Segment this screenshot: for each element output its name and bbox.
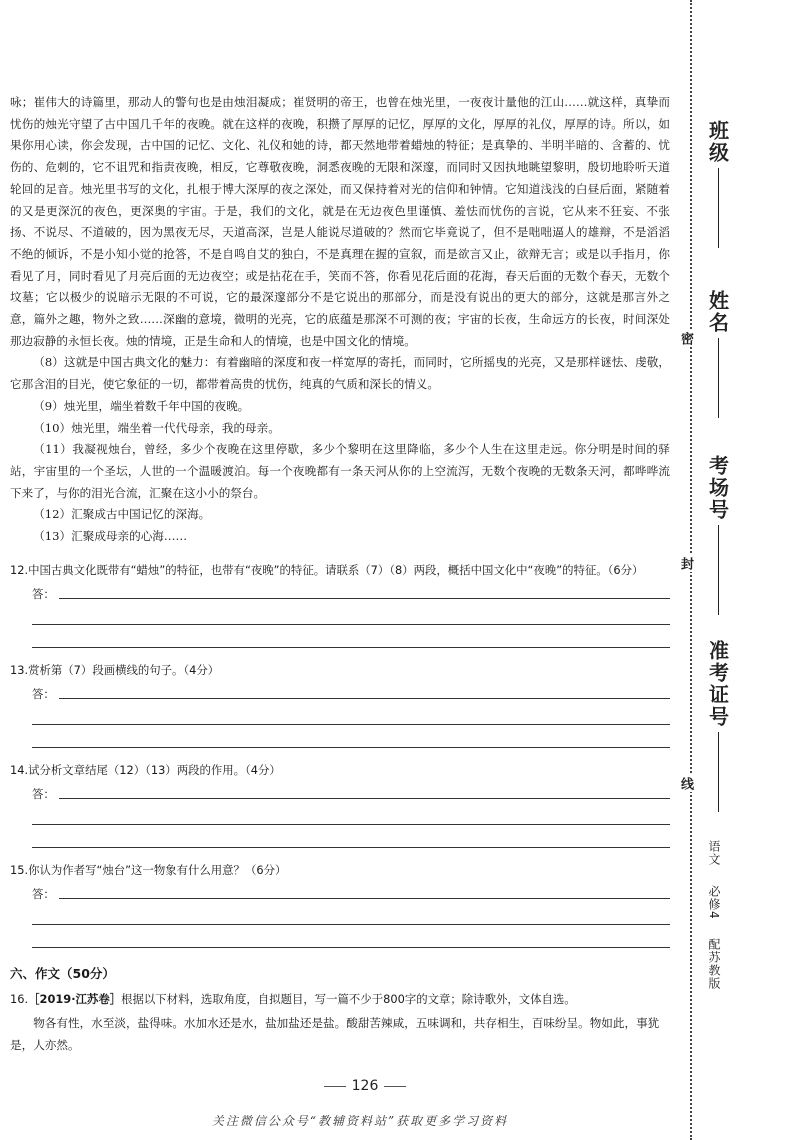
answer-line[interactable] bbox=[32, 802, 670, 825]
answer-area-12[interactable] bbox=[32, 580, 670, 648]
field-name[interactable] bbox=[705, 290, 731, 418]
question-14: 14.试分析文章结尾（12）（13）两段的作用。（4分） bbox=[10, 762, 281, 777]
field-exam-room-line[interactable] bbox=[718, 525, 719, 615]
seal-mark-mi: 密 bbox=[678, 332, 693, 345]
passage-paragraph-8: （8）这就是中国古典文化的魅力：有着幽暗的深度和夜一样宽厚的寄托，而同时，它所摇曳的光亮，又是那样谜怯、虔敬，它那含泪的目光，使它象征的一切，都带着高贵的忧伤，纯真的气质和深长的情义。 bbox=[10, 355, 670, 392]
subject-volume: 必修4 bbox=[707, 884, 721, 920]
composition-material: 物各有性，水至淡，盐得味。水加水还是水，盐加盐还是盐。酸甜苦辣咸，五味调和，共存相生，百味纷呈。物如此，事犹是，人亦然。 bbox=[10, 1015, 660, 1052]
field-class[interactable] bbox=[705, 120, 731, 248]
answer-area-13[interactable] bbox=[32, 680, 670, 748]
page-number-text: 126 bbox=[351, 1078, 379, 1094]
field-name-line[interactable] bbox=[718, 338, 719, 418]
answer-label: 答： bbox=[32, 786, 55, 801]
question-16 bbox=[10, 988, 670, 1010]
answer-line[interactable] bbox=[32, 625, 670, 648]
source-tag: ［2019·江苏卷］ bbox=[28, 991, 122, 1006]
answer-label: 答： bbox=[32, 886, 55, 901]
answer-line[interactable] bbox=[32, 725, 670, 748]
subject-info bbox=[706, 840, 723, 1004]
subject-edition: 配苏教版 bbox=[707, 938, 721, 991]
field-class-line[interactable] bbox=[718, 168, 719, 248]
question-16-prompt: 根据以下材料，选取角度，自拟题目，写一篇不少于800字的文章；除诗歌外，文体自选。 bbox=[121, 991, 576, 1006]
page-number bbox=[290, 1078, 440, 1094]
answer-line[interactable] bbox=[32, 902, 670, 925]
field-exam-room-label: 考场号 bbox=[705, 455, 730, 521]
answer-line[interactable] bbox=[32, 925, 670, 948]
passage-paragraph-10: （10）烛光里，端坐着一代代母亲，我的母亲。 bbox=[33, 420, 280, 435]
section-title-composition: 六、作文（50分） bbox=[10, 965, 115, 981]
answer-label: 答： bbox=[32, 586, 55, 601]
subject-name: 语文 bbox=[707, 840, 721, 866]
answer-area-15[interactable] bbox=[32, 880, 670, 948]
field-class-label: 班级 bbox=[705, 120, 730, 164]
field-admission-number-line[interactable] bbox=[718, 732, 719, 812]
binding-strip bbox=[678, 0, 800, 1140]
field-admission-number-label: 准考证号 bbox=[705, 640, 730, 728]
passage-paragraph-12: （12）汇聚成古中国记忆的深海。 bbox=[33, 507, 211, 522]
answer-line[interactable] bbox=[32, 602, 670, 625]
seal-mark-xian: 线 bbox=[678, 777, 693, 790]
passage-paragraph-11: （11）我凝视烛台，曾经，多少个夜晚在这里停歇，多少个黎明在这里降临，多少个人生在这里走远。你分明是时间的驿站，宇宙里的一个圣坛，人世的一个温暖渡泊。每一个夜晚都有一条天河从你的上空流泻，无数个夜晚的无数条天河，都哗哗流下来了，与你的泪光合流，汇聚在这小小的祭台。 bbox=[10, 442, 670, 500]
passage-paragraph-13: （13）汇聚成母亲的心海…… bbox=[33, 529, 188, 544]
field-exam-room[interactable] bbox=[705, 455, 731, 615]
question-12: 12.中国古典文化既带有“蜡烛”的特征，也带有“夜晚”的特征。请联系（7）（8）两段，概括中国文化中“夜晚”的特征。（6分） bbox=[10, 562, 644, 577]
answer-label: 答： bbox=[32, 686, 55, 701]
answer-area-14[interactable] bbox=[32, 780, 670, 848]
question-15: 15.你认为作者写“烛台”这一物象有什么用意？（6分） bbox=[10, 862, 287, 877]
field-admission-number[interactable] bbox=[705, 640, 731, 812]
passage-paragraph-7: 咏；崔伟大的诗篇里，那动人的警句也是由烛泪凝成；崔贤明的帝王，也曾在烛光里，一夜夜计量他的江山……就这样，真挚而忧伤的烛光守望了古中国几千年的夜晚。就在这样的夜晚，积攒了厚厚的记忆，厚厚的文化，厚厚的礼仪，厚厚的诗。所以，如果你用心读，你会发现，古中国的记忆、文化、礼仪和她的诗，都天然地带着蜡烛的特征；是真挚的、半明半暗的、含蓄的、忧伤的、危刺的，它不诅咒和指责夜晚，相反，它尊敬夜晚，洞悉夜晚的无限和深邃，而同时又因执地眺望黎明，殷切地聆听天道轮回的足音。烛光里书写的文化，扎根于博大深厚的夜之深处，而又保持着对光的信仰和钟情。它知道浅浅的白昼后面，紧随着的又是更深沉的夜色，更深奥的宇宙。于是，我们的文化，就是在无边夜色里谨慎、羞怯而忧伤的言说，它从来不狂妄、不张扬、不说尽、不道破的，因为黑夜无尽，天道高深，岂是人能说尽道破的？然而它毕竟说了，但不是咄咄逼人的雄辩，不是滔滔不绝的倾诉，不是小知小觉的抢答，不是自鸣自艾的独白，不是真理在握的宣叙，而是欲言又止，欲辩无言；或是以手指月，你看见了月，同时看见了月亮后面的无边夜空；或是拈花在手，笑而不答，你看见花后面的花海，春天后面的无数个春天，无数个坟墓；它以极少的说暗示无限的不可说，它的最深邃部分不是它说出的那部分，而是没有说出的更大的部分，这就是那言外之意，篇外之趣，物外之致……深幽的意境，微明的光亮，它的底蕴是那深不可测的夜；宇宙的长夜，生命远方的长夜，时间深处那边寂静的永恒长夜。烛的情境，正是生命和人的情境，也是中国文化的情境。 bbox=[10, 95, 670, 348]
answer-line[interactable] bbox=[32, 702, 670, 725]
seal-mark-feng: 封 bbox=[678, 557, 693, 570]
question-16-number: 16. bbox=[10, 991, 29, 1006]
main-content bbox=[10, 92, 670, 1056]
question-13: 13.赏析第（7）段画横线的句子。（4分） bbox=[10, 662, 220, 677]
field-name-label: 姓名 bbox=[705, 290, 730, 334]
answer-line[interactable] bbox=[32, 825, 670, 848]
passage-paragraph-9: （9）烛光里，端坐着数千年中国的夜晚。 bbox=[33, 398, 250, 413]
footer-note: 关注微信公众号“教辅资料站”获取更多学习资料 bbox=[211, 1114, 509, 1128]
